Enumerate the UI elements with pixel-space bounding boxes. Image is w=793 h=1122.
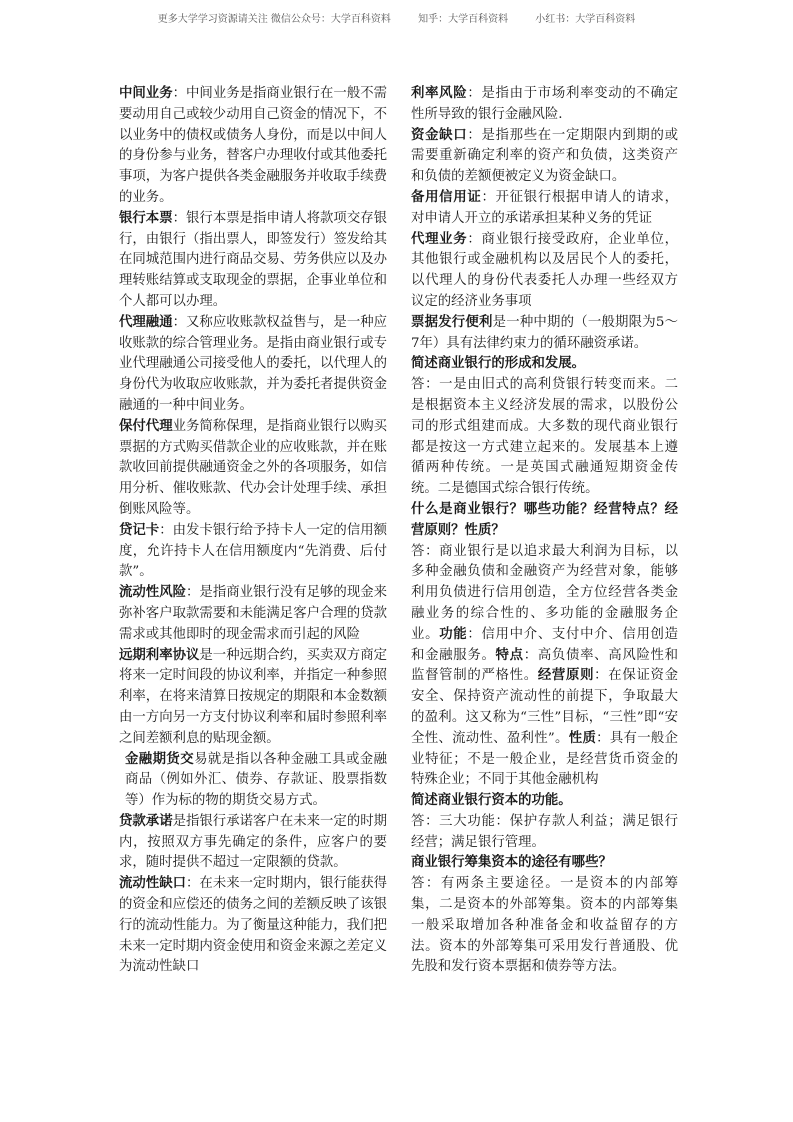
definition: 银行本票是指申请人将款项交存银行，由银行（指出票人，即签发行）签发给其在同城范围内进行商品交易、劳务供应以及办理转账结算或支取现金的票据，企事业单位和个人都可以办理。	[119, 210, 388, 309]
entry-daijika: 贷记卡：由发卡银行给予持卡人一定的信用额度，允许持卡人在信用额度内“先消费、后付款”。	[119, 522, 388, 580]
inline-term: 特点	[495, 647, 524, 663]
entry-yuanqi-lilv	[119, 646, 387, 750]
definition: 中间业务是指商业银行在一般不需要动用自己或较少动用自己资金的情况下，不以业务中的债权或债务人身份，而是以中间人的身份参与业务，替客户办理收付或其他委托事项，为客户提供各类金融服务并收取手续费的业务。	[119, 86, 388, 205]
definition: 是指那些在一定期限内到期的或需要重新确定利率的资产和负债，这类资产和负债的差额便被定义为资金缺口。	[411, 127, 679, 185]
header-wechat: 更多大学学习资源请关注 微信公众号：大学百科资料	[157, 14, 391, 25]
right-column	[411, 84, 678, 978]
definition: 又称应收账款权益售与，是一种应收账款的综合管理业务。是指由商业银行或专业代理融通公司接受他人的委托，以代理人的身份代为收取应收账款，并为委托者提供资金融通的一种中间业务。	[119, 314, 388, 413]
answer: 答：三大功能：保护存款人利益；满足银行经营；满足银行管理。	[411, 813, 678, 850]
term: 银行本票	[119, 210, 173, 226]
term: 贷款承诺	[119, 813, 173, 829]
inline-term: 功能	[439, 626, 468, 642]
answer: 答：一是由旧式的高利贷银行转变而来。二是根据资本主义经济发展的需求，以股份公司的形式组建而成。大多数的现代商业银行都是按这一方式建立起来的。发展基本上遵循两种传统。一是英国式融通短期资金传统。二是德国式综合银行传统。	[411, 377, 678, 497]
question: 简述商业银行的形成和发展。	[411, 356, 586, 372]
entry-benpiao: 银行本票：银行本票是指申请人将款项交存银行，由银行（指出票人，即签发行）签发给其在同城范围内进行商品交易、劳务供应以及办理转账结算或支取现金的票据，企事业单位和个人都可以办理。	[119, 210, 388, 309]
definition: 是指商业银行没有足够的现金来弥补客户取款需要和未能满足客户合理的贷款需求或其他即时的现金需求而引起的风险	[119, 585, 388, 642]
question: 什么是商业银行？哪些功能？经营特点？经营原则？性质？	[411, 501, 678, 538]
definition: 业务简称保理，是指商业银行以购买票据的方式购买借款企业的应收账款，并在账款收回前提供融通资金之外的各项服务，如信用分析、催收账款、代办会计处理手续、承担倒账风险等。	[119, 418, 388, 517]
inline-term: 经营原则	[537, 668, 595, 684]
entry-daili-rongtong: 代理融通：又称应收账款权益售与，是一种应收账款的综合管理业务。是指由商业银行或专业代理融通公司接受他人的委托，以代理人的身份代为收取应收账款，并为委托者提供资金融通的一种中间业务。	[119, 314, 388, 413]
term: 代理融通	[119, 314, 173, 330]
inline-term: 性质	[568, 730, 597, 746]
term: 备用信用证	[411, 189, 482, 205]
term: 流动性风险	[119, 585, 187, 601]
page-header	[0, 10, 793, 25]
entry-baofu-daili	[119, 417, 387, 521]
term: 中间业务	[119, 86, 173, 101]
definition: 开征银行根据申请人的请求，对申请人开立的承诺承担某种义务的凭证	[411, 189, 679, 226]
entry-jinrong-qihuo	[119, 750, 387, 812]
term: 票据发行便利	[411, 314, 493, 330]
definition: 商业银行接受政府，企业单位，其他银行或金融机构以及居民个人的委托，以代理人的身份代表委托人办理一些经双方议定的经济业务事项	[411, 231, 679, 309]
term: 代理业务	[411, 231, 468, 247]
term: 资金缺口	[411, 127, 468, 143]
question: 简述商业银行资本的功能。	[411, 793, 572, 809]
definition: 是一种中期的（一般期限为5～7年）具有法律约束力的循环融资承诺。	[411, 314, 678, 351]
term: 流动性缺口	[119, 876, 187, 892]
definition: 是一种远期合约，买卖双方商定将来一定时间段的协议利率，并指定一种参照利率，在将来清算日按规定的期限和本金数额由一方向另一方支付协议利率和届时参照利率之间差额利息的贴现金额。	[119, 647, 388, 746]
entry-liudongxing-fengxian: 流动性风险：是指商业银行没有足够的现金来弥补客户取款需要和未能满足客户合理的贷款需求或其他即时的现金需求而引起的风险	[119, 585, 388, 642]
entry-zijin-quekou: 资金缺口：是指那些在一定期限内到期的或需要重新确定利率的资产和负债，这类资产和负债的差额便被定义为资金缺口。	[411, 127, 679, 185]
header-zhihu: 知乎：大学百科资料	[418, 14, 509, 25]
term: 贷记卡	[119, 522, 160, 538]
term: 保付代理	[119, 418, 173, 434]
entry-beiyong-xinyongzheng: 备用信用证：开征银行根据申请人的请求，对申请人开立的承诺承担某种义务的凭证	[411, 189, 679, 226]
entry-lilv-fengxian: 利率风险：是指由于市场利率变动的不确定性所导致的银行金融风险.	[411, 86, 679, 122]
definition: 易就是指以各种金融工具或金融商品（例如外汇、债券、存款证、股票指数等）作为标的物的期货交易方式。	[125, 751, 388, 809]
definition: 是指由于市场利率变动的不确定性所导致的银行金融风险.	[411, 86, 679, 122]
entry-zhongjian: 中间业务：中间业务是指商业银行在一般不需要动用自己或较少动用自己资金的情况下，不以业务中的债权或债务人身份，而是以中间人的身份参与业务，替客户办理收付或其他委托事项，为客户提供各类金融服务并收取手续费的业务。	[119, 86, 388, 205]
term: 利率风险	[411, 86, 468, 101]
entry-daikuan-chengnuo	[119, 812, 387, 874]
term: 金融期货交	[125, 751, 195, 767]
answer: 答：商业银行是以追求最大利润为目标，以多种金融负债和金融资产为经营对象，能够利用负债进行信用创造，全方位经营各类金融业务的综合性的、多功能的金融服务企业。功能：信用中介、支付中介、信用创造和金融服务。特点：高负债率、高风险性和监督管制的严格性。经营原则：在保证资金安全、保持资产流动性的前提下，争取最大的盈利。这又称为“三性”目标，“三性”即“安全性、流动性、盈利性”。性质：具有一般企业特征；不是一般企业，是经营货币资金的特殊企业；不同于其他金融机构	[411, 543, 679, 788]
question: 商业银行筹集资本的途径有哪些？	[411, 855, 612, 871]
term: 远期利率协议	[119, 647, 200, 663]
definition: 由发卡银行给予持卡人一定的信用额度，允许持卡人在信用额度内“先消费、后付款”。	[119, 522, 388, 580]
header-xiaohongshu: 小红书：大学百科资料	[535, 14, 636, 25]
left-column	[119, 84, 387, 978]
answer: 答：有两条主要途径。一是资本的内部筹集，二是资本的外部筹集。资本的内部筹集一般采取增加各种准备金和收益留存的方法。资本的外部筹集可采用发行普通股、优先股和发行资本票据和债券等方法。	[411, 876, 678, 975]
entry-piaoju-faxing	[411, 313, 678, 355]
definition: 在未来一定时期内，银行能获得的资金和应偿还的债务之间的差额反映了该银行的流动性能力。为了衡量这种能力，我们把未来一定时期内资金使用和资金来源之差定义为流动性缺口	[119, 876, 388, 975]
definition: 是指银行承诺客户在未来一定的时期内，按照双方事先确定的条件，应客户的要求，随时提供不超过一定限额的贷款。	[119, 813, 388, 871]
entry-daili-yewu: 代理业务：商业银行接受政府，企业单位，其他银行或金融机构以及居民个人的委托，以代理人的身份代表委托人办理一些经双方议定的经济业务事项	[411, 231, 679, 309]
entry-liudongxing-quekou: 流动性缺口：在未来一定时期内，银行能获得的资金和应偿还的债务之间的差额反映了该银行的流动性能力。为了衡量这种能力，我们把未来一定时期内资金使用和资金来源之差定义为流动性缺口	[119, 876, 388, 975]
